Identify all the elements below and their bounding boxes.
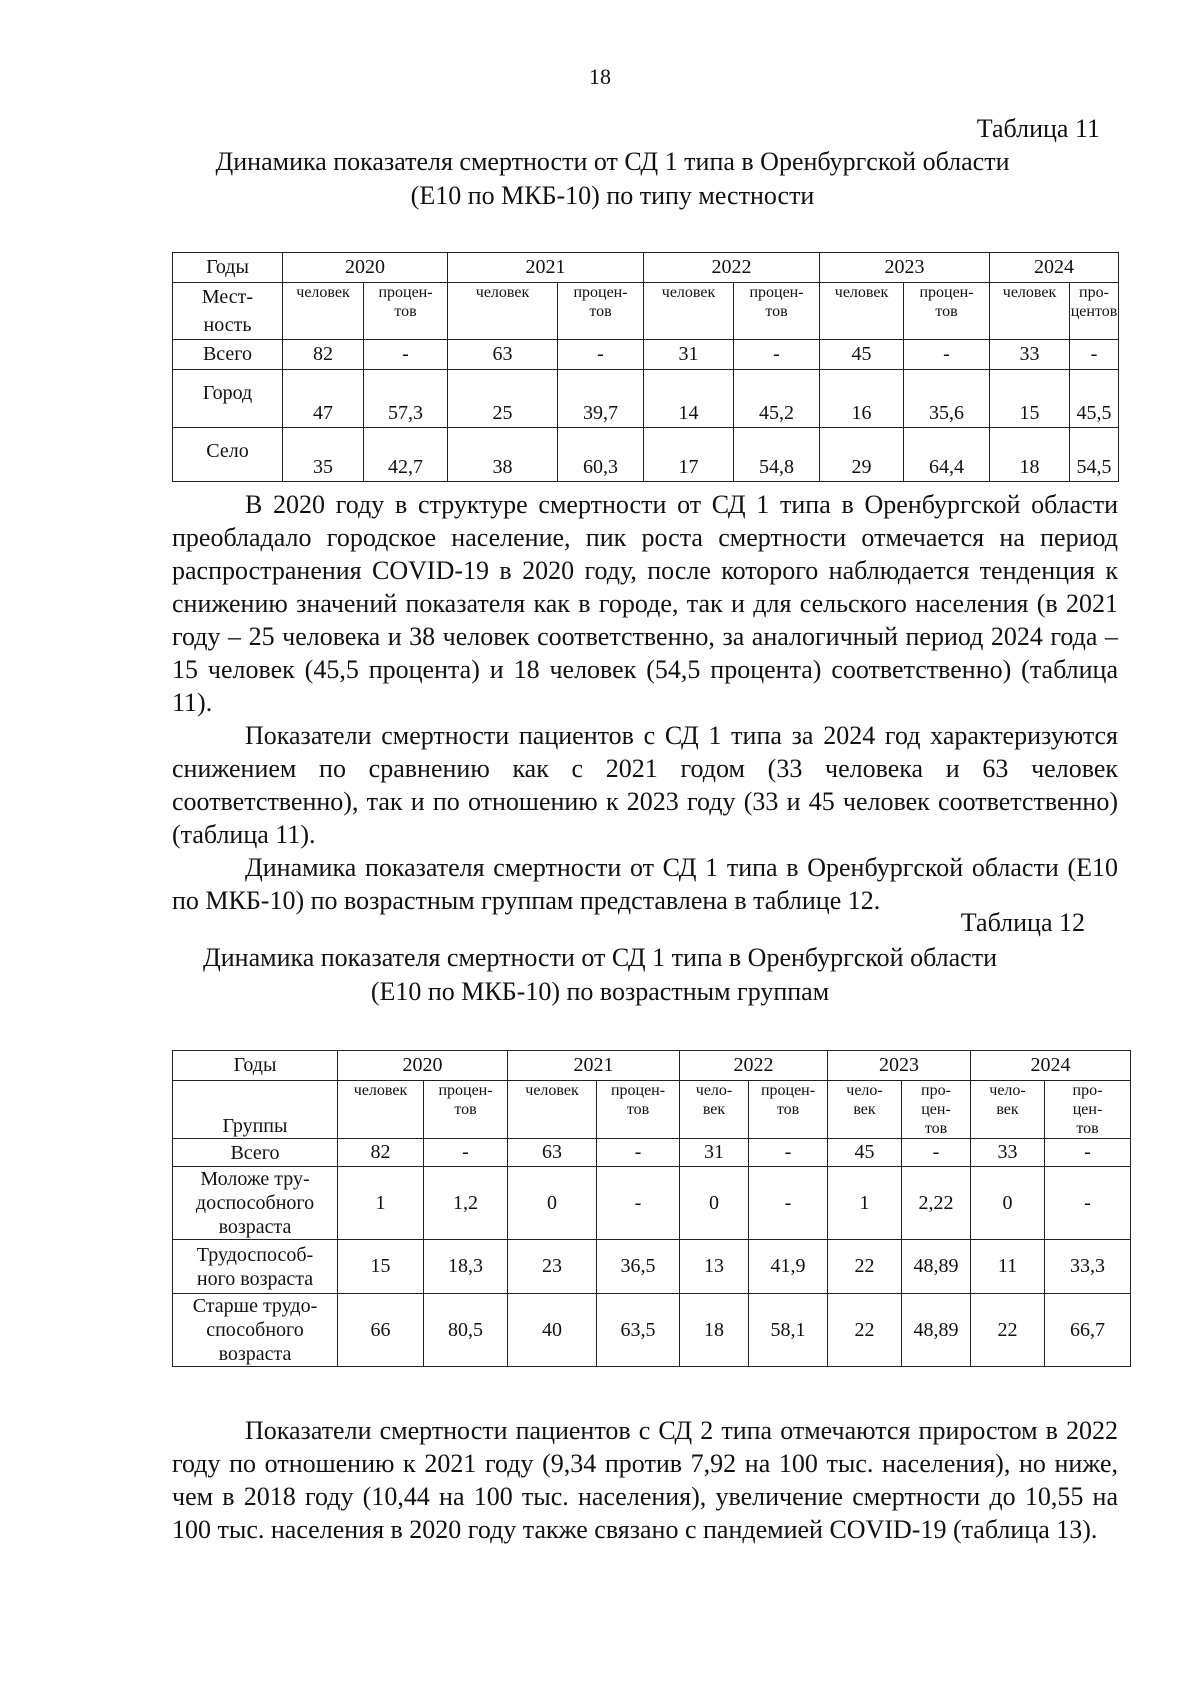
table12-row-name-line: доспособного [195, 1192, 315, 1214]
table12-cell: 82 [338, 1139, 424, 1167]
table12-subheader [902, 1081, 971, 1139]
table11-sub-percent-line: процен- [919, 284, 974, 301]
table11-cell: 54,5 [1070, 428, 1119, 482]
table12-row-name-line: способного [206, 1319, 304, 1341]
table11-sub-percent [1070, 283, 1119, 340]
table12-subheader-line: век [702, 1101, 726, 1118]
table12-subheader-line: процен- [610, 1082, 666, 1099]
table12-row [173, 1167, 1131, 1240]
table11-cell: 29 [820, 428, 904, 482]
table12-cell: 41,9 [749, 1240, 828, 1294]
table11-cell: 35,6 [904, 370, 990, 428]
table12-row-name [173, 1240, 338, 1294]
table12-row-name-line: возраста [218, 1343, 292, 1365]
table11-year: 2023 [820, 253, 990, 283]
table12-subheader-line: тов [1076, 1120, 1099, 1137]
table11-cell: 82 [283, 340, 364, 370]
table12-subheader-line: цен- [1072, 1101, 1103, 1118]
table12-cell: 40 [508, 1294, 597, 1367]
table12-subheader-line: тов [626, 1101, 650, 1118]
table11-cell: 18 [990, 428, 1070, 482]
table12-cell: 0 [971, 1167, 1045, 1240]
table12 [172, 1050, 1131, 1367]
table12-subheader-line: про- [921, 1082, 951, 1099]
table12-year: 2022 [680, 1051, 828, 1081]
table11-cell: - [364, 340, 448, 370]
table12-subheader-line: тов [454, 1101, 477, 1118]
table11-sub-percent-line: тов [765, 303, 788, 320]
table11 [172, 252, 1119, 482]
table11-sub-people: человек [448, 283, 558, 340]
table11-sub-percent-line: процен- [378, 284, 433, 301]
table12-row-name-line: Старше трудо- [192, 1295, 318, 1317]
table12-row-name [173, 1167, 338, 1240]
table11-row [173, 370, 1119, 428]
table11-cell: 39,7 [558, 370, 644, 428]
table12-cell: 48,89 [902, 1240, 971, 1294]
table12-cell: - [597, 1167, 680, 1240]
table12-subheader-line: процен- [438, 1082, 493, 1099]
table12-cell: 48,89 [902, 1294, 971, 1367]
table12-cell: 22 [971, 1294, 1045, 1367]
table12-year: 2024 [971, 1051, 1131, 1081]
table11-sub-people: человек [820, 283, 904, 340]
table11-corner-place-1: Мест- [201, 286, 254, 308]
text-block-2 [172, 1414, 1118, 1546]
table12-cell: 1,2 [424, 1167, 508, 1240]
table11-cell: - [1070, 340, 1119, 370]
table12-cell: - [597, 1139, 680, 1167]
table12-cell: 1 [338, 1167, 424, 1240]
table11-cell: 35 [283, 428, 364, 482]
table12-cell: - [902, 1139, 971, 1167]
table12-cell: 18 [680, 1294, 749, 1367]
table12-cell: - [749, 1167, 828, 1240]
table12-row-name-line: Всего [230, 1141, 280, 1164]
table11-label: Таблица 11 [976, 114, 1100, 143]
table11-cell: 16 [820, 370, 904, 428]
table11-sub-people: человек [644, 283, 734, 340]
table11-title-line1: Динамика показателя смертности от СД 1 типа в Оренбургской области [215, 147, 1010, 176]
table11-sub-percent [364, 283, 448, 340]
table11-cell: 64,4 [904, 428, 990, 482]
table12-cell: 22 [828, 1294, 902, 1367]
table12-cell: - [1045, 1167, 1131, 1240]
table12-corner-groups: Группы [173, 1081, 338, 1139]
table11-cell: 17 [644, 428, 734, 482]
table11-year: 2022 [644, 253, 820, 283]
table12-subheader [749, 1081, 828, 1139]
table11-cell: 38 [448, 428, 558, 482]
paragraph: Показатели смертности пациентов с СД 1 типа за 2024 год характеризуются снижением по сравнению как с 2021 годом (33 человека и 63 человек соответственно), так и по отношению к 2023 году (33 и 45 человек соответственно) (таблица 11). [172, 721, 1118, 849]
table11-cell: - [558, 340, 644, 370]
table12-title [150, 941, 1050, 1009]
table12-cell: - [1045, 1139, 1131, 1167]
table11-sub-percent-line: тов [589, 303, 612, 320]
table11-cell: 42,7 [364, 428, 448, 482]
table12-subheader [680, 1081, 749, 1139]
table12-cell: 58,1 [749, 1294, 828, 1367]
table12-subheader-line: тов [924, 1120, 948, 1137]
page-number: 18 [589, 64, 611, 89]
table12-subheader-row [173, 1081, 1131, 1139]
table12-row-name-line: Трудоспособ- [196, 1243, 314, 1266]
table12-cell: 1 [828, 1167, 902, 1240]
table11-cell: 47 [283, 370, 364, 428]
table11-cell: 60,3 [558, 428, 644, 482]
table12-subheader-line: процен- [760, 1082, 816, 1099]
table11-sub-percent [558, 283, 644, 340]
table12-row-name-line: Моложе тру- [200, 1168, 310, 1190]
table11-row-name: Город [173, 370, 283, 428]
table11-sub-people: человек [283, 283, 364, 340]
table12-subheader-line: чело- [695, 1082, 733, 1099]
table12-cell: 66 [338, 1294, 424, 1367]
table12-cell: - [424, 1139, 508, 1167]
table12-cell: 18,3 [424, 1240, 508, 1294]
table11-cell: 14 [644, 370, 734, 428]
table11-row [173, 340, 1119, 370]
table12-cell: 33,3 [1045, 1240, 1131, 1294]
table12-cell: 63,5 [597, 1294, 680, 1367]
table11-sub-percent-line: про- [1079, 284, 1109, 301]
table12-subheader-line: чело- [846, 1082, 883, 1099]
table12-label: Таблица 12 [960, 908, 1085, 937]
table11-cell: - [734, 340, 820, 370]
table12-cell: 0 [508, 1167, 597, 1240]
table12-subheader-line: человек [525, 1082, 579, 1099]
table12-cell: 23 [508, 1240, 597, 1294]
paragraph: Показатели смертности пациентов с СД 2 типа отмечаются приростом в 2022 году по отношению к 2021 году (9,34 против 7,92 на 100 тыс. населения), но ниже, чем в 2018 году (10,44 на 100 тыс. населения), увеличение смертности до 10,55 на 100 тыс. населения в 2020 году также связано с пандемией COVID-19 (таблица 13). [172, 1416, 1118, 1544]
table12-row [173, 1240, 1131, 1294]
table11-cell: 25 [448, 370, 558, 428]
table11-cell: 33 [990, 340, 1070, 370]
table12-cell: 31 [680, 1139, 749, 1167]
table12-row [173, 1139, 1131, 1167]
table12-row-name [173, 1294, 338, 1367]
table11-sub-percent [734, 283, 820, 340]
table12-cell: - [749, 1139, 828, 1167]
table11-title-line2: (Е10 по МКБ-10) по типу местности [410, 181, 815, 210]
text-block-1 [172, 488, 1118, 917]
table12-cell: 15 [338, 1240, 424, 1294]
table12-cell: 66,7 [1045, 1294, 1131, 1367]
table12-corner-years: Годы [173, 1051, 338, 1081]
table12-cell: 36,5 [597, 1240, 680, 1294]
table12-cell: 80,5 [424, 1294, 508, 1367]
table11-year: 2020 [283, 253, 448, 283]
table11-cell: 31 [644, 340, 734, 370]
table12-subheader-line: тов [776, 1101, 800, 1118]
table11-sub-percent-line: тов [394, 303, 417, 320]
table11-cell: 45 [820, 340, 904, 370]
table12-year: 2023 [828, 1051, 971, 1081]
table11-cell: 54,8 [734, 428, 820, 482]
table12-subheader-line: человек [353, 1082, 408, 1099]
table11-subheader-row [173, 283, 1119, 340]
table11-sub-percent-line: процен- [573, 284, 628, 301]
table12-subheader-line: про- [1072, 1082, 1103, 1099]
table12-cell: 2,22 [902, 1167, 971, 1240]
table11-corner-place-2: ность [203, 314, 252, 336]
table12-subheader [971, 1081, 1045, 1139]
table11-sub-percent-line: процен- [749, 284, 804, 301]
table11-sub-percent-line: центов [1070, 303, 1118, 320]
table12-subheader-line: век [853, 1101, 876, 1118]
table12-row-name-line: возраста [218, 1216, 292, 1238]
table12-subheader [828, 1081, 902, 1139]
table11-row-name: Село [173, 428, 283, 482]
table11-sub-people: человек [990, 283, 1070, 340]
table12-cell: 0 [680, 1167, 749, 1240]
table12-cell: 63 [508, 1139, 597, 1167]
table12-subheader [338, 1081, 424, 1139]
table12-subheader-line: век [996, 1101, 1019, 1118]
table11-cell: 63 [448, 340, 558, 370]
table12-cell: 13 [680, 1240, 749, 1294]
table12-cell: 33 [971, 1139, 1045, 1167]
table11-cell: - [904, 340, 990, 370]
paragraph: В 2020 году в структуре смертности от СД 1 типа в Оренбургской области преобладало городское население, пик роста смертности отмечается на период распространения COVID-19 в 2020 году, после которого наблюдается тенденция к снижению значений показателя как в городе, так и для сельского населения (в 2021 году – 25 человека и 38 человек соответственно, за аналогичный период 2024 года – 15 человек (45,5 процента) и 18 человек (54,5 процента) соответственно) (таблица 11). [172, 490, 1118, 717]
table11-title [150, 145, 1075, 213]
table12-subheader-line: цен- [921, 1101, 951, 1118]
table12-subheader [424, 1081, 508, 1139]
table11-corner-years: Годы [173, 253, 283, 283]
table12-row [173, 1294, 1131, 1367]
table12-subheader-line: чело- [989, 1082, 1026, 1099]
table12-cell: 22 [828, 1240, 902, 1294]
table12-title-line2: (Е10 по МКБ-10) по возрастным группам [370, 977, 830, 1006]
table12-subheader [597, 1081, 680, 1139]
table11-cell: 45,2 [734, 370, 820, 428]
table11-row [173, 428, 1119, 482]
table12-row-name [173, 1139, 338, 1167]
table12-year: 2020 [338, 1051, 508, 1081]
table11-year: 2024 [990, 253, 1119, 283]
table12-cell: 45 [828, 1139, 902, 1167]
table11-year: 2021 [448, 253, 644, 283]
table11-row-name: Всего [173, 340, 283, 370]
table11-corner-place [173, 283, 283, 340]
paragraph: Динамика показателя смертности от СД 1 типа в Оренбургской области (Е10 по МКБ-10) по возрастным группам представлена в таблице 12. [172, 853, 1118, 915]
table12-cell: 11 [971, 1240, 1045, 1294]
table11-sub-percent-line: тов [935, 303, 958, 320]
table12-subheader [1045, 1081, 1131, 1139]
table11-sub-percent [904, 283, 990, 340]
table12-year: 2021 [508, 1051, 680, 1081]
table12-title-line1: Динамика показателя смертности от СД 1 типа в Оренбургской области [203, 943, 997, 972]
table11-cell: 45,5 [1070, 370, 1119, 428]
table11-cell: 15 [990, 370, 1070, 428]
table12-subheader [508, 1081, 597, 1139]
table12-row-name-line: ного возраста [196, 1267, 314, 1290]
table11-cell: 57,3 [364, 370, 448, 428]
